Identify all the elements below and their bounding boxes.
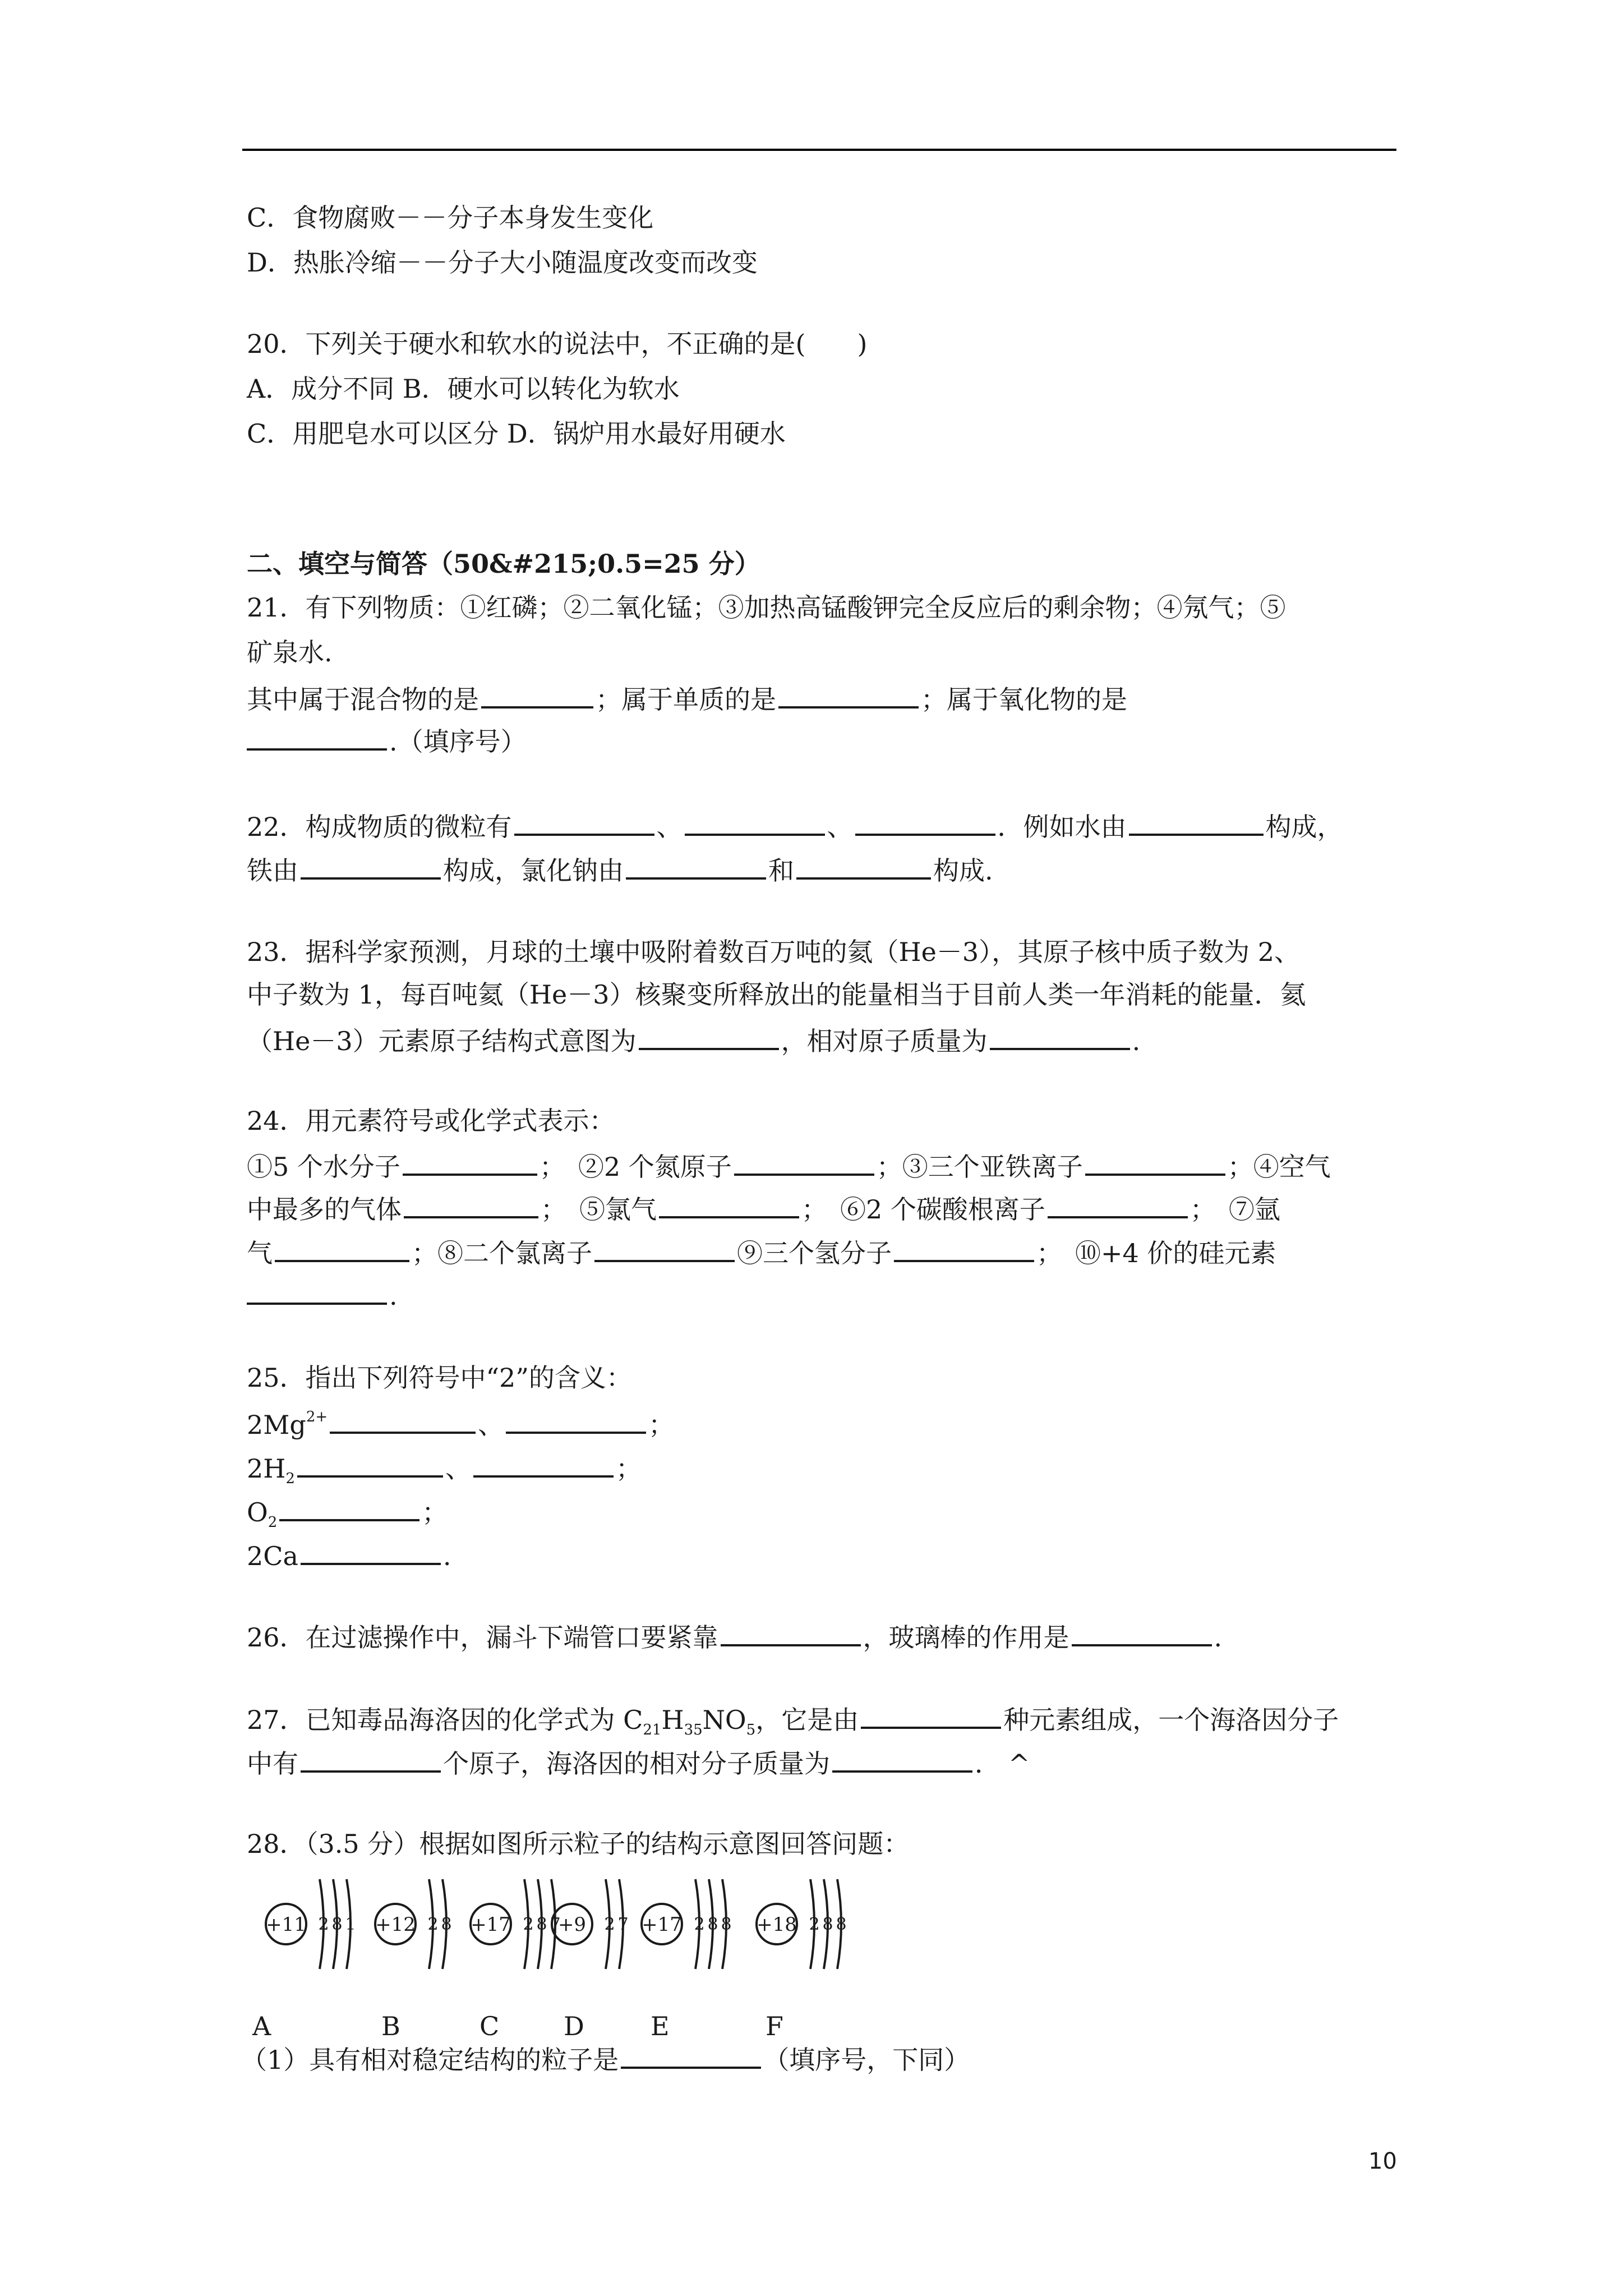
answer-blank[interactable] (514, 808, 654, 836)
answer-blank[interactable] (301, 852, 441, 880)
formula-h: H (661, 1705, 684, 1735)
page-number: 10 (1368, 2148, 1397, 2174)
q23-line1: 23．据科学家预测，月球的土壤中吸附着数百万吨的氦（He－3），其原子核中质子数为 2、 (247, 937, 1301, 967)
nuclear-charge-label: +17 (642, 1913, 682, 1936)
q23-text-b: ，相对原子质量为 (781, 1026, 988, 1056)
symbol-subscript: 2 (285, 1470, 295, 1487)
separator: 、 (445, 1453, 471, 1484)
symbol-text: O (247, 1497, 268, 1527)
q23-text-a: （He－3）元素原子结构式意图为 (247, 1026, 637, 1056)
q24-text-3b: ；⑧二个氯离子 (412, 1238, 592, 1268)
answer-blank[interactable] (1085, 1148, 1225, 1176)
symbol-h2 (247, 1453, 295, 1487)
semicolon: ； (422, 1497, 448, 1527)
q22-line2 (247, 852, 993, 885)
header-rule (242, 149, 1396, 151)
answer-blank[interactable] (894, 1234, 1034, 1262)
diagram-letter: A (252, 2011, 271, 2041)
answer-blank[interactable] (594, 1234, 735, 1262)
electron-count: 2 (427, 1915, 439, 1934)
q26-text-b: ，玻璃棒的作用是 (863, 1622, 1069, 1653)
electron-count: 8 (836, 1915, 847, 1934)
symbol-o2 (247, 1497, 278, 1531)
q20-options-ab: A．成分不同 B．硬水可以转化为软水 (247, 374, 680, 404)
nuclear-charge-label: +17 (471, 1913, 511, 1936)
q22-text-f: 和 (768, 855, 794, 886)
q26-text-a: 26．在过滤操作中，漏斗下端管口要紧靠 (247, 1622, 718, 1653)
electron-count: 7 (617, 1915, 629, 1934)
q27-text-b: ，它是由 (755, 1705, 859, 1735)
q22-sep: 、 (827, 812, 853, 842)
answer-blank[interactable] (990, 1022, 1130, 1050)
answer-blank[interactable] (861, 1701, 1001, 1729)
answer-blank[interactable] (796, 852, 931, 880)
symbol-subscript: 2 (268, 1514, 278, 1531)
electron-count: 8 (721, 1915, 732, 1934)
answer-blank[interactable] (685, 808, 825, 836)
q21-text-d: .（填序号） (389, 726, 527, 757)
formula-sub: 35 (684, 1722, 703, 1738)
answer-blank[interactable] (275, 1234, 409, 1262)
q20-options-cd: C．用肥皂水可以区分 D．锅炉用水最好用硬水 (247, 418, 786, 449)
q24-text-2b: ； ⑤氯气 (541, 1194, 657, 1225)
q24-line4 (247, 1277, 398, 1310)
answer-blank[interactable] (403, 1148, 537, 1176)
q28-sub1-text-a: （1）具有相对稳定结构的粒子是 (241, 2045, 619, 2075)
q21-line4 (247, 723, 527, 756)
electron-count: 8 (536, 1915, 547, 1934)
q23-line2: 中子数为 1，每百吨氦（He－3）核聚变所释放出的能量相当于目前人类一年消耗的能量．氦 (247, 979, 1306, 1010)
answer-blank[interactable] (473, 1450, 614, 1478)
electron-count: 8 (822, 1915, 833, 1934)
q24-text-1a: ①5 个水分子 (247, 1152, 400, 1182)
electron-count: 2 (604, 1915, 615, 1934)
electron-count: 2 (694, 1915, 705, 1934)
q22-text-g: 构成. (933, 855, 993, 886)
answer-blank[interactable] (734, 1148, 874, 1176)
q27-text-a: 27．已知毒品海洛因的化学式为 C (247, 1705, 643, 1735)
answer-blank[interactable] (301, 1537, 441, 1565)
q24-text-2a: 中最多的气体 (247, 1194, 402, 1225)
q24-text-3a: 气 (247, 1238, 273, 1268)
q24-line2 (247, 1190, 1280, 1224)
semicolon: ； (648, 1410, 675, 1440)
q24-stem: 24．用元素符号或化学式表示： (247, 1106, 615, 1136)
diagram-letter: E (651, 2011, 670, 2041)
answer-blank[interactable] (247, 723, 387, 751)
q27-text-e: 个原子，海洛因的相对分子质量为 (443, 1749, 830, 1779)
q26-line (247, 1618, 1222, 1652)
formula-no: NO (702, 1705, 746, 1735)
atom-diagram (375, 1879, 452, 1969)
q27-line1 (247, 1701, 1339, 1738)
answer-blank[interactable] (481, 680, 593, 708)
answer-blank[interactable] (279, 1493, 419, 1521)
q21-line2: 矿泉水. (247, 637, 333, 668)
symbol-text: 2H (247, 1453, 286, 1484)
q23-end: . (1132, 1026, 1141, 1056)
q22-text-b: ．例如水由 (997, 812, 1127, 842)
q21-text-b: ；属于单质的是 (596, 684, 776, 715)
answer-blank[interactable] (659, 1190, 799, 1218)
electron-count: 1 (345, 1915, 356, 1934)
nuclear-charge-label: +11 (266, 1913, 306, 1936)
q24-line1 (247, 1148, 1331, 1181)
q24-text-3d: ； ⑩+4 价的硅元素 (1036, 1238, 1276, 1268)
answer-blank[interactable] (832, 1745, 972, 1773)
q24-text-1c: ；③三个亚铁离子 (876, 1152, 1083, 1182)
symbol-text: 2Mg (247, 1410, 306, 1440)
q21-text-c: ；属于氧化物的是 (921, 684, 1127, 715)
answer-blank[interactable] (855, 808, 995, 836)
electron-count: 2 (523, 1915, 534, 1934)
q28-sub1-text-b: （填序号，下同） (763, 2045, 970, 2075)
q22-line1 (247, 808, 1343, 841)
q22-text-d: 铁由 (247, 855, 298, 886)
q21-line3 (247, 680, 1127, 714)
atom-diagram (757, 1879, 847, 1969)
electron-count: 7 (550, 1915, 561, 1934)
separator: 、 (478, 1410, 504, 1440)
q20-stem: 20．下列关于硬水和软水的说法中，不正确的是( ) (247, 329, 868, 359)
q25-end: . (442, 1541, 451, 1571)
q24-line3 (247, 1234, 1276, 1268)
q22-sep: 、 (656, 812, 683, 842)
answer-blank[interactable] (639, 1022, 779, 1050)
electron-count: 8 (331, 1915, 343, 1934)
q24-text-3c: ⑨三个氢分子 (737, 1238, 892, 1268)
answer-blank[interactable] (1129, 808, 1264, 836)
semicolon: ； (615, 1453, 642, 1484)
q21-text-a: 其中属于混合物的是 (247, 684, 479, 715)
atom-diagram (642, 1879, 732, 1969)
answer-blank[interactable] (247, 1277, 387, 1305)
q19-option-c: C．食物腐败－－分子本身发生变化 (247, 203, 654, 233)
formula-sub: 21 (643, 1722, 662, 1738)
electron-count: 2 (809, 1915, 820, 1934)
answer-blank[interactable] (1048, 1190, 1188, 1218)
q25-line4 (247, 1537, 451, 1571)
q26-end: . (1214, 1622, 1223, 1653)
answer-blank[interactable] (626, 852, 766, 880)
answer-blank[interactable] (778, 680, 919, 708)
q25-line1 (247, 1406, 674, 1439)
q24-text-1d: ；④空气 (1227, 1152, 1331, 1182)
answer-blank[interactable] (721, 1618, 861, 1646)
q24-text-1b: ； ②2 个氮原子 (539, 1152, 732, 1182)
q25-line3 (247, 1493, 448, 1531)
electron-count: 8 (441, 1915, 452, 1934)
q25-stem: 25．指出下列符号中“2”的含义： (247, 1363, 632, 1393)
nuclear-charge-label: +9 (557, 1913, 587, 1936)
q22-text-c: 构成， (1265, 812, 1343, 842)
answer-blank[interactable] (301, 1745, 441, 1773)
q27-text-d: 中有 (247, 1749, 298, 1779)
q27-line2 (247, 1745, 1030, 1778)
answer-blank[interactable] (506, 1406, 646, 1434)
q24-end: . (389, 1281, 398, 1311)
particle-structure-diagrams (255, 1871, 900, 2000)
q24-text-2c: ； ⑥2 个碳酸根离子 (801, 1194, 1045, 1225)
formula-sub: 5 (746, 1722, 756, 1738)
nuclear-charge-label: +18 (757, 1913, 797, 1936)
q27-text-c: 种元素组成，一个海洛因分子 (1003, 1705, 1339, 1735)
electron-count: 2 (318, 1915, 329, 1934)
atom-diagram (552, 1879, 629, 1969)
nuclear-charge-label: +12 (375, 1913, 416, 1936)
atom-diagram (266, 1879, 356, 1969)
caret-icon: ^ (1008, 1749, 1030, 1779)
answer-blank[interactable] (621, 2041, 761, 2069)
answer-blank[interactable] (1072, 1618, 1212, 1646)
q19-option-d: D．热胀冷缩－－分子大小随温度改变而改变 (247, 247, 758, 278)
q28-sub1 (241, 2041, 970, 2074)
diagram-letter: F (766, 2011, 783, 2041)
q27-end: ． (975, 1749, 1000, 1779)
q23-line3 (247, 1022, 1140, 1056)
diagram-letter: D (564, 2011, 584, 2041)
q28-stem: 28．（3.5 分）根据如图所示粒子的结构示意图回答问题： (247, 1829, 910, 1859)
q24-text-2d: ； ⑦氩 (1189, 1194, 1280, 1225)
answer-blank[interactable] (404, 1190, 538, 1218)
answer-blank[interactable] (297, 1450, 443, 1478)
section-title: 二、填空与简答（50&#215;0.5=25 分） (247, 549, 760, 579)
electron-count: 8 (707, 1915, 718, 1934)
diagram-letter: C (479, 2011, 500, 2041)
symbol-ca: 2Ca (247, 1541, 298, 1571)
q25-line2 (247, 1450, 642, 1487)
q22-text-e: 构成，氯化钠由 (443, 855, 624, 886)
symbol-charge: 2+ (306, 1409, 328, 1425)
q22-text-a: 22．构成物质的微粒有 (247, 812, 512, 842)
answer-blank[interactable] (330, 1406, 476, 1434)
q21-line1: 21．有下列物质：①红磷；②二氧化锰；③加热高锰酸钾完全反应后的剩余物；④氖气；⑤ (247, 592, 1286, 623)
symbol-mg (247, 1410, 328, 1440)
atom-diagram (471, 1879, 561, 1969)
diagram-letter: B (381, 2011, 400, 2041)
